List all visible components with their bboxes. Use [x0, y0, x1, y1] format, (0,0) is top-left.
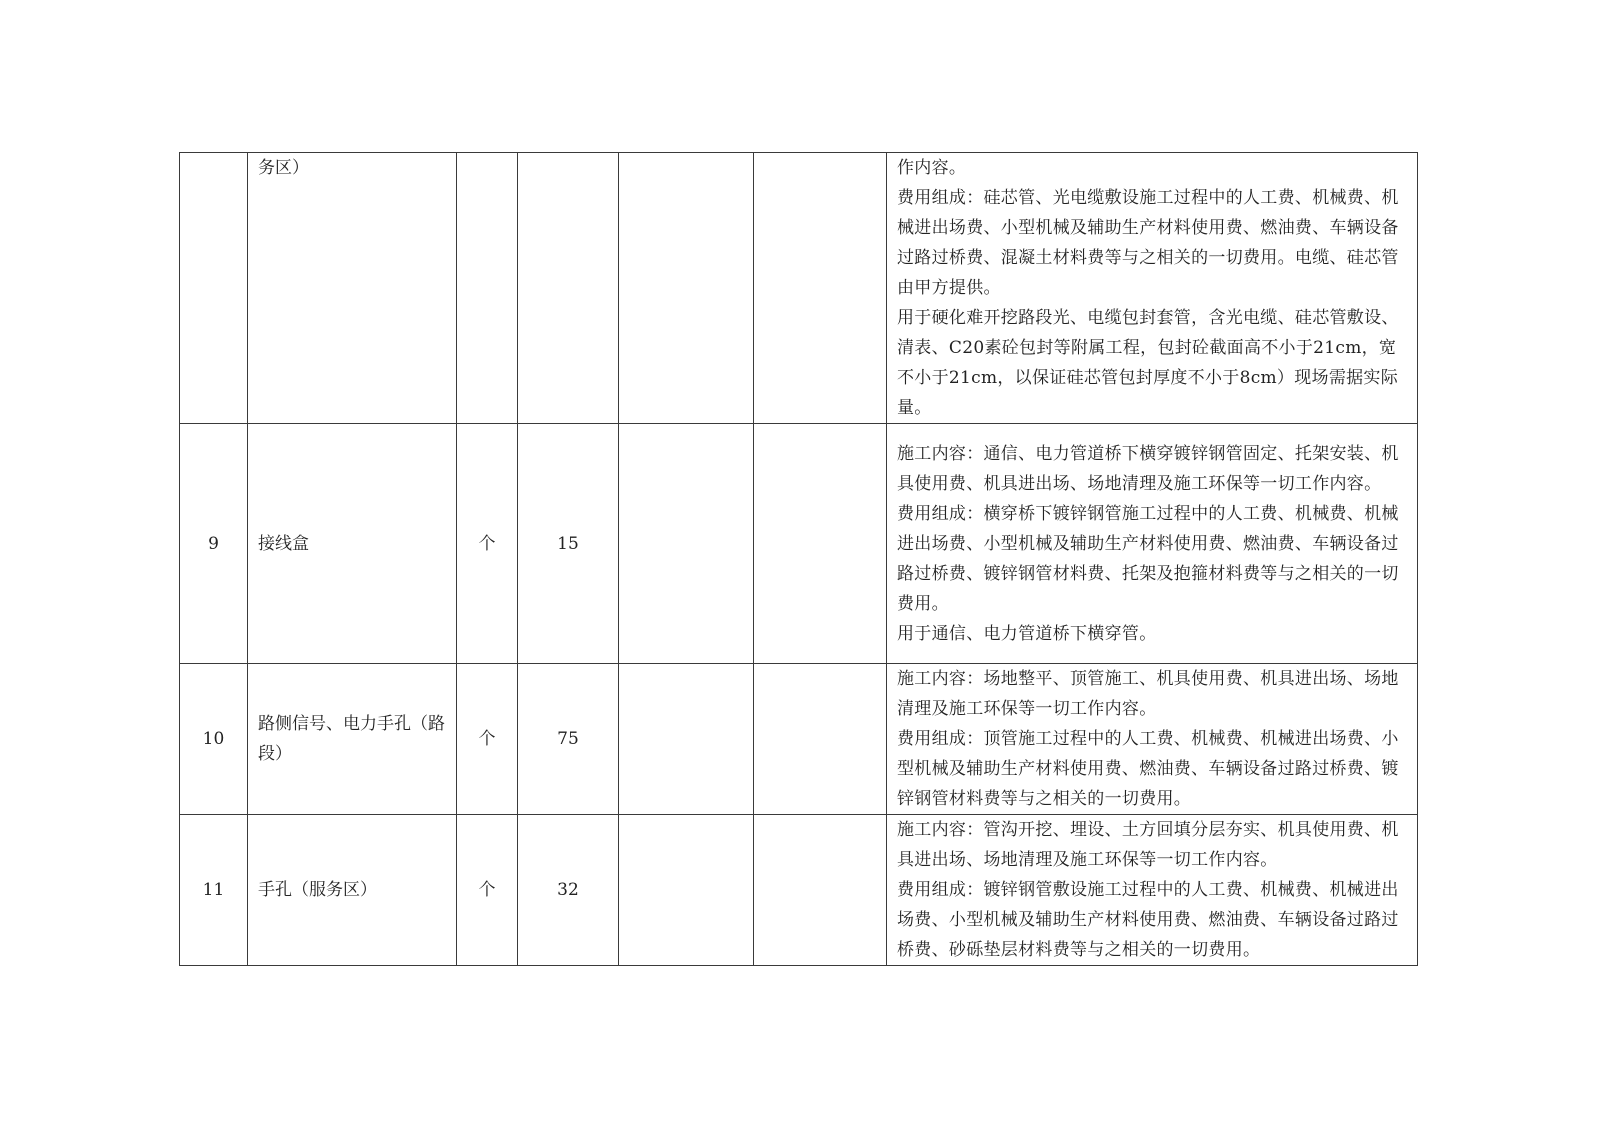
description-paragraph: 施工内容：场地整平、顶管施工、机具使用费、机具进出场、场地清理及施工环保等一切工作内容。: [897, 669, 1399, 719]
unit-price-cell: [619, 153, 754, 424]
description-paragraph: 费用组成：横穿桥下镀锌钢管施工过程中的人工费、机械费、机械进出场费、小型机械及辅助生产材料使用费、燃油费、车辆设备过路过桥费、镀锌钢管材料费、托架及抱箍材料费等与之相关的一切费用。: [897, 503, 1399, 614]
amount-cell: [754, 153, 887, 424]
description-cell: [887, 153, 1418, 424]
description-paragraph: 费用组成：顶管施工过程中的人工费、机械费、机械进出场费、小型机械及辅助生产材料使用费、燃油费、车辆设备过路过桥费、镀锌钢管材料费等与之相关的一切费用。: [897, 729, 1399, 809]
item-name-cell: 接线盒: [248, 424, 457, 664]
description-cell: [887, 664, 1418, 815]
unit-price-cell: [619, 815, 754, 966]
item-name-cell: 务区）: [248, 153, 457, 424]
description-paragraph: 作内容。: [897, 158, 967, 178]
quantity-cell: [518, 153, 619, 424]
table-row: [180, 424, 1418, 664]
unit-price-cell: [619, 424, 754, 664]
unit-cell: [457, 153, 518, 424]
description-paragraph: 费用组成：硅芯管、光电缆敷设施工过程中的人工费、机械费、机械进出场费、小型机械及辅助生产材料使用费、燃油费、车辆设备过路过桥费、混凝土材料费等与之相关的一切费用。电缆、硅芯管由甲方提供。: [897, 188, 1399, 298]
amount-cell: [754, 664, 887, 815]
quantity-cell: 32: [518, 815, 619, 966]
unit-cell: 个: [457, 424, 518, 664]
item-name-cell: 手孔（服务区）: [248, 815, 457, 966]
item-number-cell: 11: [180, 815, 248, 966]
quantity-cell: 15: [518, 424, 619, 664]
description-cell: [887, 424, 1418, 664]
description-paragraph: 施工内容：管沟开挖、埋设、土方回填分层夯实、机具使用费、机具进出场、场地清理及施工环保等一切工作内容。: [897, 820, 1399, 870]
unit-cell: 个: [457, 815, 518, 966]
description-cell: [887, 815, 1418, 966]
unit-price-cell: [619, 664, 754, 815]
item-name-cell: 路侧信号、电力手孔（路段）: [248, 664, 457, 815]
item-number-cell: 10: [180, 664, 248, 815]
description-paragraph: 用于硬化难开挖路段光、电缆包封套管，含光电缆、硅芯管敷设、清表、C20素砼包封等附属工程，包封砼截面高不小于21cm，宽不小于21cm，以保证硅芯管包封厚度不小于8cm）现场需据实际量。: [897, 308, 1399, 418]
description-paragraph: 费用组成：镀锌钢管敷设施工过程中的人工费、机械费、机械进出场费、小型机械及辅助生产材料使用费、燃油费、车辆设备过路过桥费、砂砾垫层材料费等与之相关的一切费用。: [897, 880, 1399, 960]
unit-cell: 个: [457, 664, 518, 815]
bill-of-quantities-table: [179, 152, 1418, 966]
quantity-cell: 75: [518, 664, 619, 815]
table-row: [180, 664, 1418, 815]
amount-cell: [754, 424, 887, 664]
item-number-cell: [180, 153, 248, 424]
description-paragraph: 施工内容：通信、电力管道桥下横穿镀锌钢管固定、托架安装、机具使用费、机具进出场、场地清理及施工环保等一切工作内容。: [897, 443, 1399, 494]
item-number-cell: 9: [180, 424, 248, 664]
description-paragraph: 用于通信、电力管道桥下横穿管。: [897, 623, 1157, 644]
amount-cell: [754, 815, 887, 966]
table-row: [180, 153, 1418, 424]
table-row: [180, 815, 1418, 966]
